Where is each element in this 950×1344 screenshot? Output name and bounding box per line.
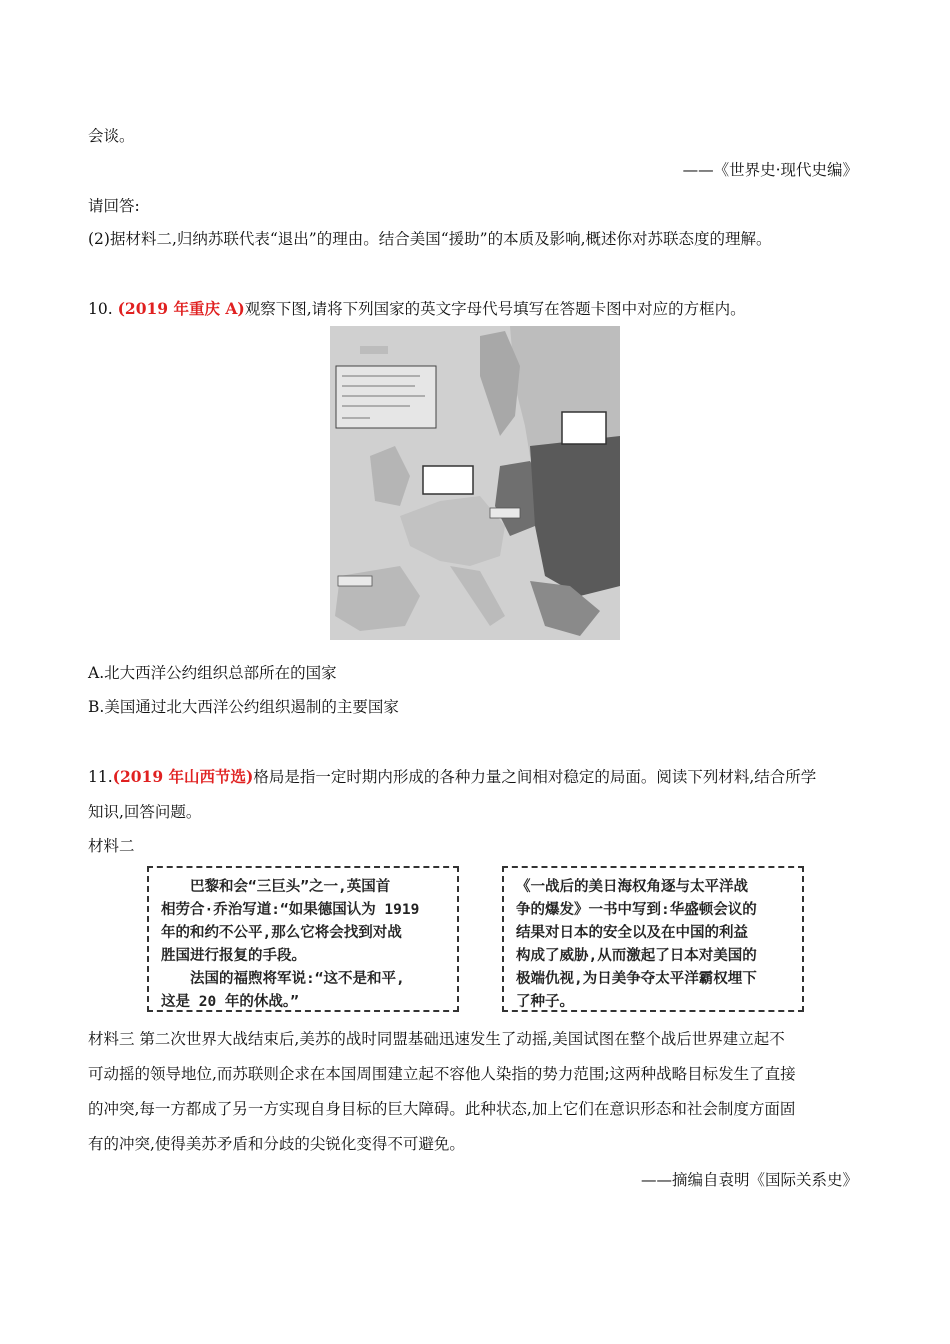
question-11-text-2: 知识,回答问题。 — [88, 803, 202, 821]
source-citation-2: ——摘编自袁明《国际关系史》 — [640, 1171, 858, 1189]
box-right-line: 结果对日本的安全以及在中国的利益 — [516, 925, 748, 941]
box-left-line: 巴黎和会“三巨头”之一,英国首 — [190, 879, 391, 895]
source-citation-1: ——《世界史·现代史编》 — [682, 161, 858, 179]
europe-map-image — [330, 326, 620, 640]
option-a: A.北大西洋公约组织总部所在的国家 — [88, 664, 337, 682]
box-right-line: 《一战后的美日海权角逐与太平洋战 — [516, 879, 748, 895]
material-2-label: 材料二 — [88, 837, 135, 855]
material-3-line-3: 的冲突,每一方都成了另一方实现自身目标的巨大障碍。此种状态,加上它们在意识形态和社会制度方面固 — [88, 1100, 796, 1118]
question-10-text: 观察下图,请将下列国家的英文字母代号填写在答题卡图中对应的方框内。 — [244, 300, 746, 318]
question-10-tag: (2019 年重庆 A) — [117, 299, 245, 318]
box-right-line: 争的爆发》一书中写到:华盛顿会议的 — [516, 902, 757, 918]
material-2-box-left — [147, 866, 459, 1012]
option-b: B.美国通过北大西洋公约组织遏制的主要国家 — [88, 698, 399, 716]
box-left-line: 法国的福煦将军说:“这不是和平, — [190, 971, 405, 987]
box-left-line: 胜国进行报复的手段。 — [161, 948, 306, 964]
text-huitan: 会谈。 — [88, 127, 135, 145]
question-11-header — [88, 767, 816, 787]
material-3-line-4: 有的冲突,使得美苏矛盾和分歧的尖锐化变得不可避免。 — [88, 1135, 465, 1153]
question-2-text: (2)据材料二,归纳苏联代表“退出”的理由。结合美国“援助”的本质及影响,概述你对苏联态度的理解。 — [88, 230, 772, 248]
material-2-box-right — [502, 866, 804, 1012]
material-3-line-1: 材料三 第二次世界大战结束后,美苏的战时同盟基础迅速发生了动摇,美国试图在整个战后世界建立起不 — [88, 1030, 785, 1048]
box-left-line: 年的和约不公平,那么它将会找到对战 — [161, 925, 402, 941]
question-11-text-1: 格局是指一定时期内形成的各种力量之间相对稳定的局面。阅读下列材料,结合所学 — [253, 768, 817, 786]
question-10-header — [88, 299, 746, 319]
question-11-number: 11. — [88, 768, 113, 786]
text-qinghuida: 请回答: — [88, 197, 140, 215]
box-right-line: 构成了威胁,从而激起了日本对美国的 — [516, 948, 757, 964]
box-left-line: 这是 20 年的休战。” — [161, 994, 299, 1010]
question-11-tag: (2019 年山西节选) — [112, 767, 254, 786]
box-left-line: 相劳合·乔治写道:“如果德国认为 1919 — [161, 902, 420, 918]
box-right-line: 了种子。 — [516, 994, 574, 1010]
question-10-number: 10. — [88, 300, 113, 318]
box-right-line: 极端仇视,为日美争夺太平洋霸权埋下 — [516, 971, 757, 987]
material-3-line-2: 可动摇的领导地位,而苏联则企求在本国周围建立起不容他人染指的势力范围;这两种战略目标发生了直接 — [88, 1065, 796, 1083]
